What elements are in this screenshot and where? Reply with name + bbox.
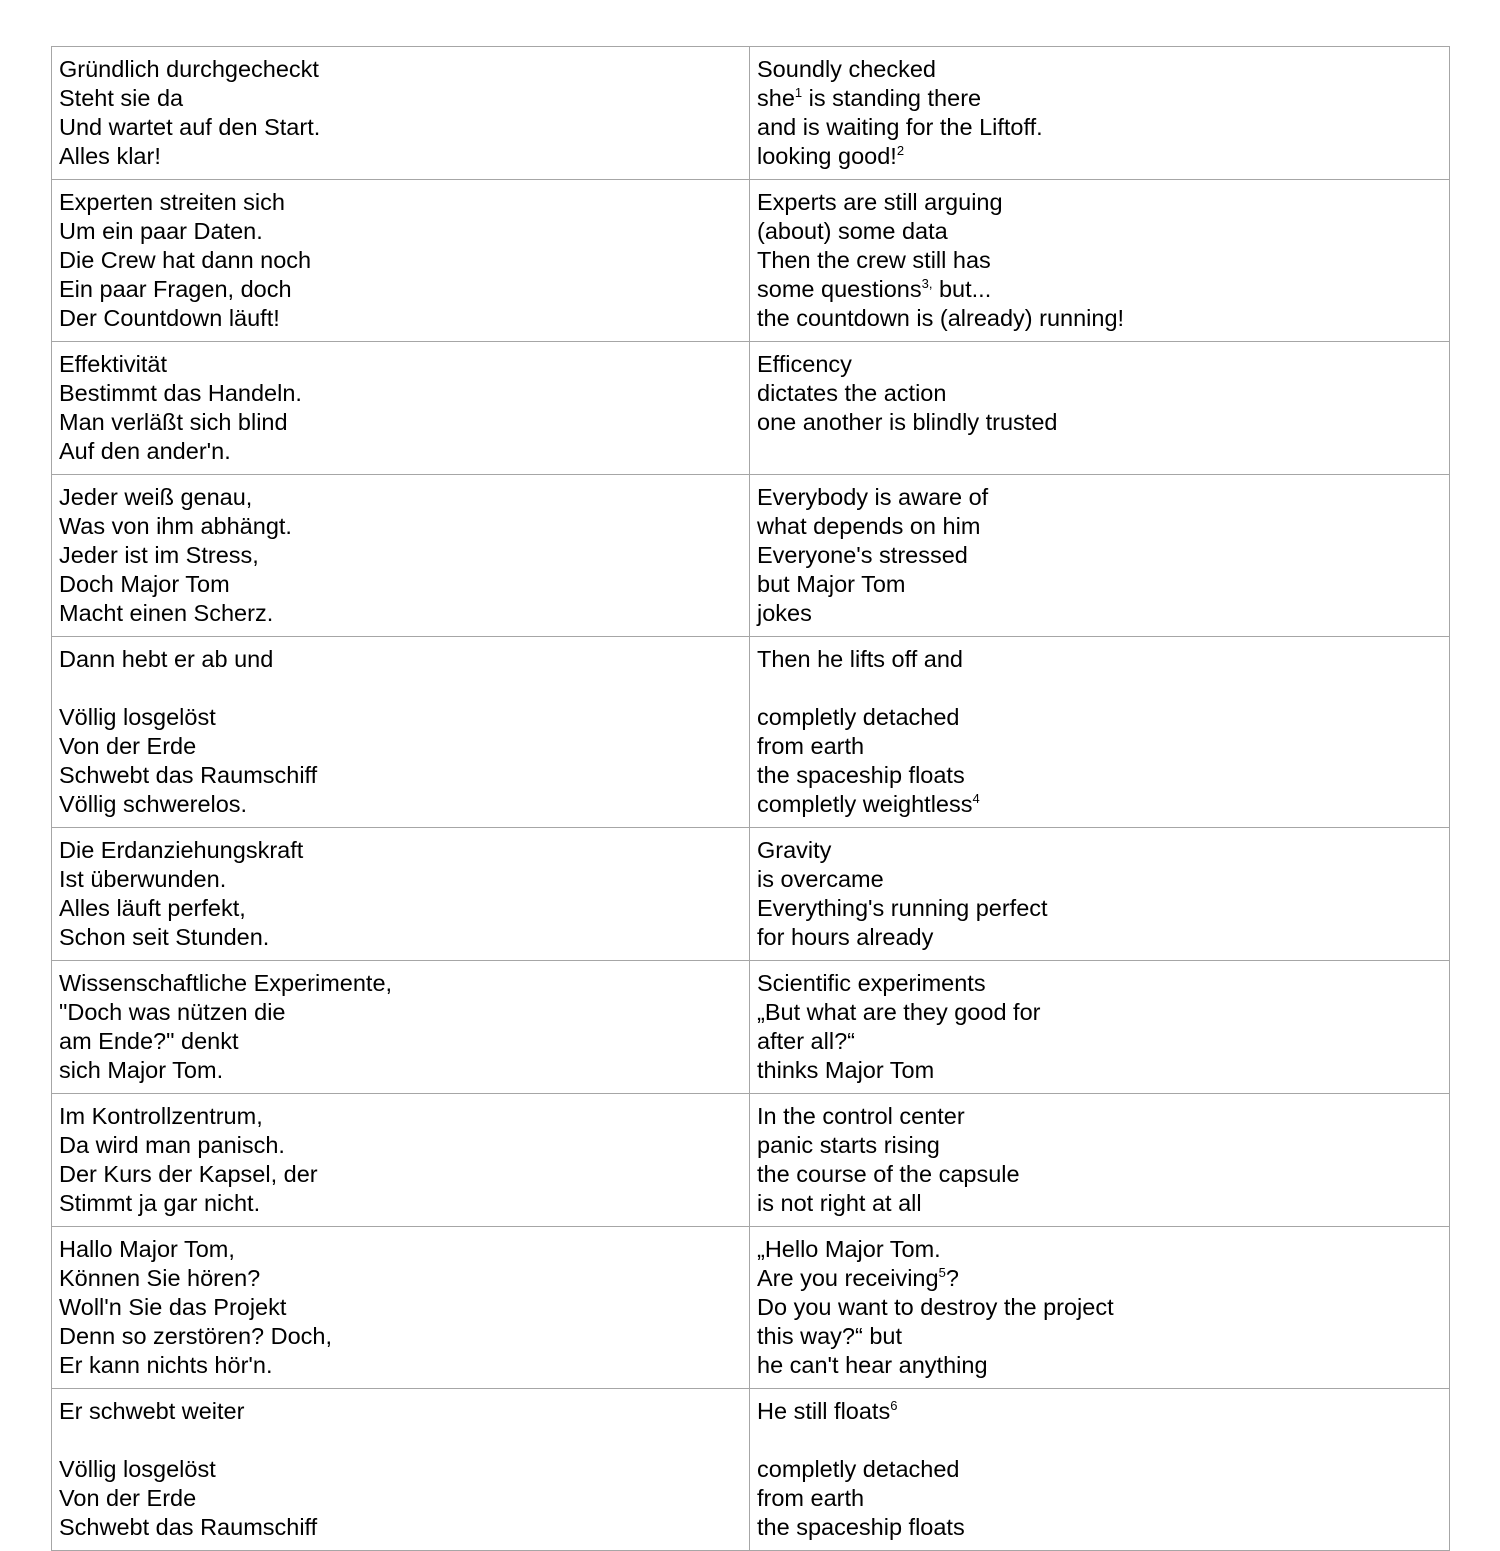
verse-row (52, 1094, 1450, 1227)
german-lyrics-cell (52, 180, 750, 342)
english-translation-line (757, 894, 1441, 923)
german-lyric-line: Er kann nichts hör'n. (59, 1352, 273, 1378)
verse-row (52, 475, 1450, 637)
german-lyrics-cell (52, 828, 750, 961)
german-lyric-line: Von der Erde (59, 733, 197, 759)
translation-text: (about) some data (757, 218, 948, 244)
translation-text: the spaceship floats (757, 762, 965, 788)
german-lyrics-cell (52, 475, 750, 637)
english-translation-cell (750, 1389, 1450, 1551)
english-translation-cell (750, 828, 1450, 961)
translation-text: Then the crew still has (757, 247, 991, 273)
german-lyric-line: Jeder weiß genau, (59, 484, 253, 510)
english-translation-cell (750, 961, 1450, 1094)
english-translation-cell (750, 637, 1450, 828)
english-translation-line (757, 1397, 1441, 1426)
german-lyrics-cell (52, 342, 750, 475)
german-lyric-line: "Doch was nützen die (59, 999, 286, 1025)
english-translation-line (757, 1455, 1441, 1484)
english-translation-line (757, 923, 1441, 952)
german-lyric-line: Steht sie da (59, 85, 184, 111)
translation-text: is overcame (757, 866, 884, 892)
english-translation-line (757, 1160, 1441, 1189)
translation-text: looking good! (757, 143, 897, 169)
english-translation-line (757, 1027, 1441, 1056)
german-lyrics-cell (52, 1389, 750, 1551)
german-lyric-line: Auf den ander'n. (59, 438, 231, 464)
english-translation-line (757, 483, 1441, 512)
german-lyric-line: Wissenschaftliche Experimente, (59, 970, 393, 996)
english-translation-line (757, 541, 1441, 570)
translation-text: Do you want to destroy the project (757, 1294, 1114, 1320)
translation-text: the countdown is (already) running! (757, 305, 1125, 331)
verse-row (52, 637, 1450, 828)
verse-row (52, 1227, 1450, 1389)
english-translation-line (757, 246, 1441, 275)
translation-text: „But what are they good for (757, 999, 1041, 1025)
english-translation-line (757, 761, 1441, 790)
translation-text: but Major Tom (757, 571, 906, 597)
german-lyric-line: Man verläßt sich blind (59, 409, 288, 435)
german-lyric-line: Der Countdown läuft! (59, 305, 280, 331)
english-translation-cell (750, 1094, 1450, 1227)
translation-text-continued: ? (945, 1265, 959, 1291)
english-translation-cell (750, 180, 1450, 342)
footnote-marker: 3, (921, 276, 933, 291)
translation-text: Everyone's stressed (757, 542, 968, 568)
german-lyric-line: sich Major Tom. (59, 1057, 224, 1083)
german-lyric-line: Alles läuft perfekt, (59, 895, 246, 921)
english-translation-line (757, 1235, 1441, 1264)
footnote-marker: 1 (794, 85, 803, 100)
german-lyric-line: Effektivität (59, 351, 167, 377)
translation-text: Then he lifts off and (757, 646, 963, 672)
english-translation-line (757, 1426, 1441, 1455)
verse-row (52, 180, 1450, 342)
german-lyrics-cell (52, 961, 750, 1094)
german-lyrics-cell (52, 1227, 750, 1389)
translation-text: jokes (757, 600, 812, 626)
english-translation-line (757, 188, 1441, 217)
german-lyric-line: am Ende?" denkt (59, 1028, 239, 1054)
english-translation-line (757, 969, 1441, 998)
verse-row (52, 961, 1450, 1094)
german-lyric-line: Im Kontrollzentrum, (59, 1103, 263, 1129)
english-translation-line (757, 304, 1441, 333)
translation-text: completly detached (757, 1456, 960, 1482)
english-translation-line (757, 1484, 1441, 1513)
footnote-marker: 2 (896, 143, 905, 158)
german-lyric-line: Schon seit Stunden. (59, 924, 270, 950)
german-lyric-line (59, 1426, 741, 1455)
translation-text: panic starts rising (757, 1132, 940, 1158)
lyrics-page (51, 46, 1449, 1551)
german-lyric-line: Hallo Major Tom, (59, 1236, 235, 1262)
translation-text: completly detached (757, 704, 960, 730)
english-translation-line (757, 703, 1441, 732)
german-lyric-line: Bestimmt das Handeln. (59, 380, 302, 406)
translation-text: completly weightless (757, 791, 973, 817)
german-lyrics-cell (52, 1094, 750, 1227)
english-translation-line (757, 1513, 1441, 1542)
german-lyric-line: Der Kurs der Kapsel, der (59, 1161, 318, 1187)
translation-text: the course of the capsule (757, 1161, 1020, 1187)
translation-text: Efficency (757, 351, 852, 377)
german-lyric-line: Jeder ist im Stress, (59, 542, 259, 568)
english-translation-line (757, 512, 1441, 541)
translation-text: this way?“ but (757, 1323, 902, 1349)
translation-text: „Hello Major Tom. (757, 1236, 941, 1262)
english-translation-cell (750, 475, 1450, 637)
english-translation-line (757, 379, 1441, 408)
translation-text: the spaceship floats (757, 1514, 965, 1540)
english-translation-line (757, 865, 1441, 894)
german-lyric-line: Er schwebt weiter (59, 1398, 245, 1424)
english-translation-line (757, 998, 1441, 1027)
translation-text: is not right at all (757, 1190, 922, 1216)
german-lyrics-cell (52, 637, 750, 828)
english-translation-line (757, 275, 1441, 304)
translation-text: Soundly checked (757, 56, 936, 82)
verse-row (52, 828, 1450, 961)
german-lyric-line: Macht einen Scherz. (59, 600, 274, 626)
english-translation-line (757, 599, 1441, 628)
german-lyric-line: Die Erdanziehungskraft (59, 837, 304, 863)
german-lyric-line (59, 674, 741, 703)
english-translation-line (757, 217, 1441, 246)
footnote-marker: 5 (938, 1265, 946, 1280)
translation-text: dictates the action (757, 380, 947, 406)
german-lyric-line: Stimmt ja gar nicht. (59, 1190, 261, 1216)
german-lyric-line: Denn so zerstören? Doch, (59, 1323, 333, 1349)
german-lyric-line: Die Crew hat dann noch (59, 247, 312, 273)
english-translation-line (757, 1264, 1441, 1293)
translation-text: Everybody is aware of (757, 484, 989, 510)
german-lyric-line: Schwebt das Raumschiff (59, 762, 318, 788)
german-lyric-line: Ein paar Fragen, doch (59, 276, 292, 302)
german-lyric-line: Experten streiten sich (59, 189, 285, 215)
english-translation-line (757, 1189, 1441, 1218)
english-translation-line (757, 570, 1441, 599)
translation-text: Everything's running perfect (757, 895, 1048, 921)
german-lyric-line: Und wartet auf den Start. (59, 114, 321, 140)
translation-text: from earth (757, 733, 865, 759)
german-lyric-line: Doch Major Tom (59, 571, 230, 597)
english-translation-line (757, 836, 1441, 865)
translation-text: what depends on him (757, 513, 981, 539)
translation-text: from earth (757, 1485, 865, 1511)
german-lyric-line: Um ein paar Daten. (59, 218, 263, 244)
german-lyric-line: Alles klar! (59, 143, 161, 169)
english-translation-line (757, 1056, 1441, 1085)
german-lyric-line: Gründlich durchgecheckt (59, 56, 319, 82)
translation-text: some questions (757, 276, 922, 302)
english-translation-line (757, 1131, 1441, 1160)
translation-text: Gravity (757, 837, 832, 863)
translation-text: after all?“ (757, 1028, 855, 1054)
translation-text: he can't hear anything (757, 1352, 988, 1378)
english-translation-line (757, 1322, 1441, 1351)
translation-text: for hours already (757, 924, 934, 950)
english-translation-line (757, 674, 1441, 703)
footnote-marker: 6 (890, 1398, 898, 1413)
german-lyric-line: Können Sie hören? (59, 1265, 261, 1291)
german-lyrics-cell (52, 47, 750, 180)
verse-row (52, 342, 1450, 475)
english-translation-line (757, 790, 1441, 819)
translation-text: one another is blindly trusted (757, 409, 1058, 435)
german-lyric-line: Dann hebt er ab und (59, 646, 274, 672)
lyrics-table-body (52, 47, 1450, 1551)
german-lyric-line: Von der Erde (59, 1485, 197, 1511)
verse-row (52, 1389, 1450, 1551)
translation-text-continued: but... (932, 276, 992, 302)
footnote-marker: 4 (972, 791, 980, 806)
english-translation-line (757, 408, 1441, 437)
english-translation-cell (750, 47, 1450, 180)
translation-text-continued: is standing there (802, 85, 982, 111)
translation-text: He still floats (757, 1398, 891, 1424)
german-lyric-line: Völlig losgelöst (59, 704, 216, 730)
english-translation-line (757, 645, 1441, 674)
german-lyric-line: Da wird man panisch. (59, 1132, 285, 1158)
translation-text: Experts are still arguing (757, 189, 1003, 215)
english-translation-line (757, 113, 1441, 142)
english-translation-line (757, 1351, 1441, 1380)
german-lyric-line: Ist überwunden. (59, 866, 227, 892)
english-translation-line (757, 84, 1441, 113)
verse-row (52, 47, 1450, 180)
german-lyric-line: Schwebt das Raumschiff (59, 1514, 318, 1540)
german-lyric-line: Völlig losgelöst (59, 1456, 216, 1482)
english-translation-line (757, 1102, 1441, 1131)
english-translation-line (757, 350, 1441, 379)
translation-text: In the control center (757, 1103, 965, 1129)
english-translation-line (757, 142, 1441, 171)
german-lyric-line: Woll'n Sie das Projekt (59, 1294, 287, 1320)
german-lyric-line: Völlig schwerelos. (59, 791, 248, 817)
english-translation-cell (750, 342, 1450, 475)
english-translation-line (757, 55, 1441, 84)
translation-text: thinks Major Tom (757, 1057, 935, 1083)
lyrics-translation-table (51, 46, 1450, 1551)
translation-text: Are you receiving (757, 1265, 939, 1291)
english-translation-cell (750, 1227, 1450, 1389)
english-translation-line (757, 732, 1441, 761)
translation-text: Scientific experiments (757, 970, 986, 996)
german-lyric-line: Was von ihm abhängt. (59, 513, 292, 539)
translation-text: and is waiting for the Liftoff. (757, 114, 1043, 140)
translation-text: she (757, 85, 795, 111)
english-translation-line (757, 1293, 1441, 1322)
